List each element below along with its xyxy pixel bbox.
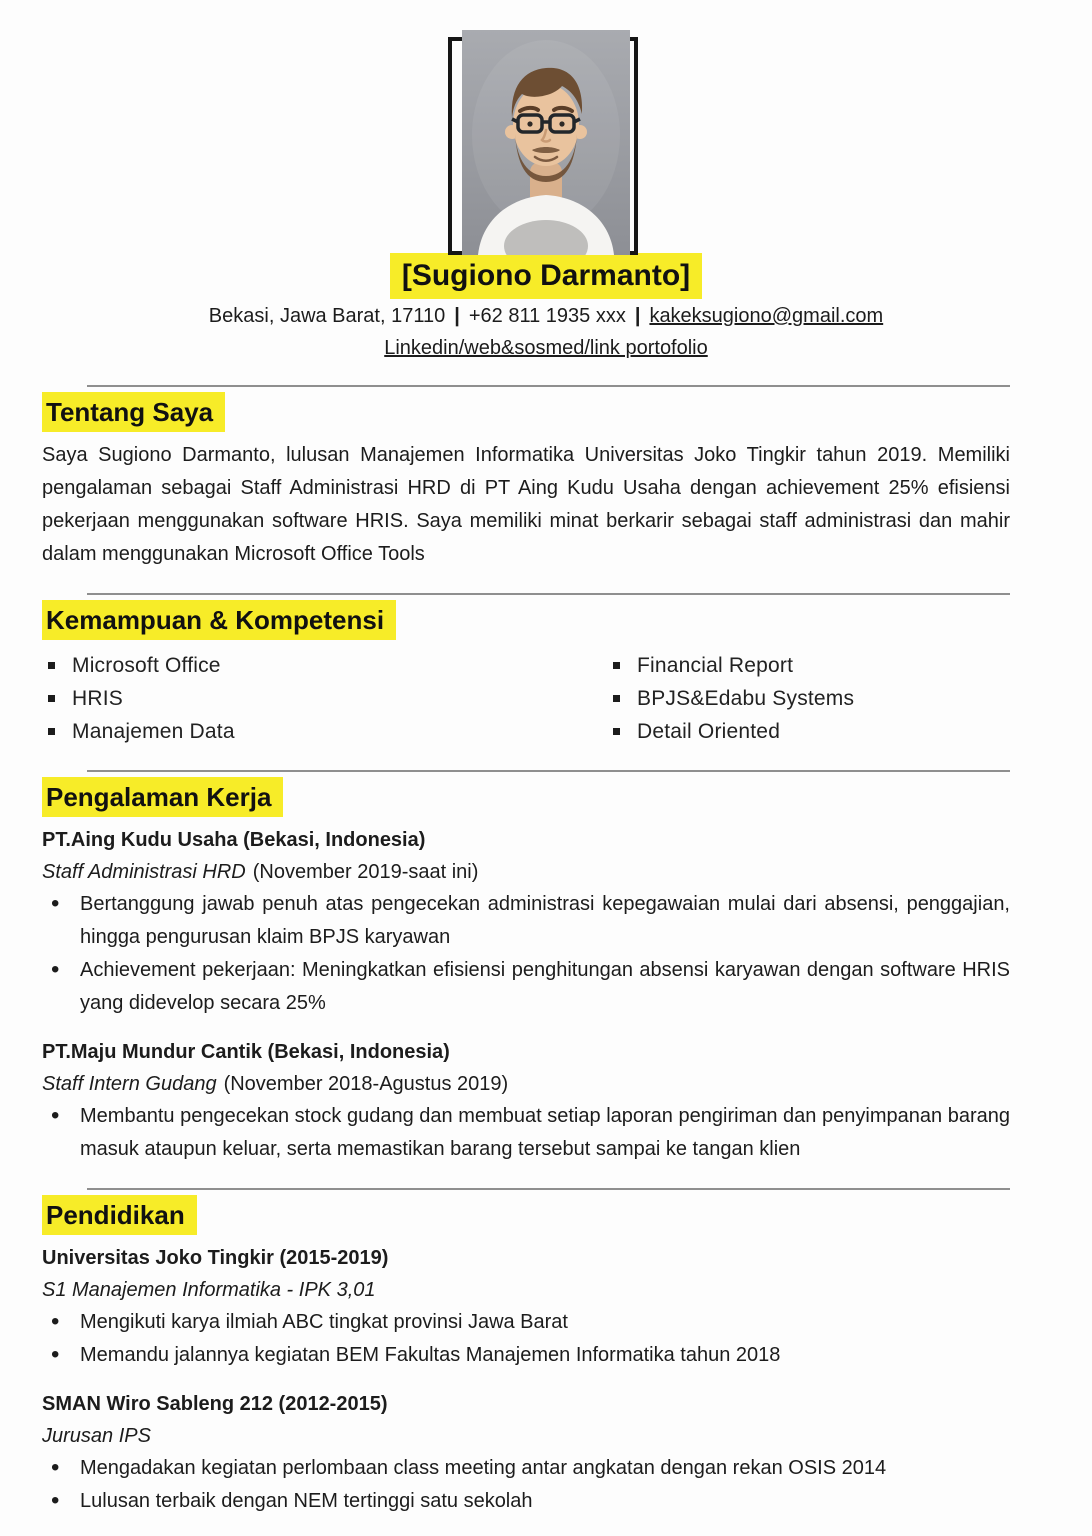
section-divider	[87, 385, 1010, 387]
about-title: Tentang Saya	[42, 392, 225, 432]
name-row	[0, 253, 1092, 299]
contact-separator: |	[454, 305, 460, 327]
school-entry	[42, 1388, 1010, 1518]
section-divider	[87, 1188, 1010, 1190]
skill-item: Manajemen Data	[42, 715, 607, 748]
school-bullets	[42, 1306, 1010, 1372]
photo-area	[0, 0, 1092, 253]
job-role: Staff Administrasi HRD	[42, 861, 246, 883]
school-name: Universitas Joko Tingkir (2015-2019)	[42, 1247, 389, 1269]
job-period: (November 2018-Agustus 2019)	[223, 1073, 509, 1095]
job-role-line	[42, 1068, 1010, 1100]
skills-grid	[42, 649, 1010, 748]
job-entry	[42, 824, 1010, 1020]
skill-item: Detail Oriented	[607, 715, 1010, 748]
section-divider	[87, 593, 1010, 595]
school-bullet: • Memandu jalannya kegiatan BEM Fakultas Manajemen Informatika tahun 2018	[42, 1339, 1010, 1372]
skills-title: Kemampuan & Kompetensi	[42, 600, 396, 640]
experience-section	[42, 777, 1010, 1166]
education-title: Pendidikan	[42, 1195, 197, 1235]
school-detail: Jurusan IPS	[42, 1425, 151, 1447]
contact-phone: +62 811 1935 xxx	[468, 305, 626, 327]
about-section	[42, 392, 1010, 571]
skills-section	[42, 600, 1010, 748]
portfolio-link[interactable]: Linkedin/web&sosmed/link portofolio	[384, 337, 708, 359]
job-entry	[42, 1036, 1010, 1166]
section-divider	[87, 770, 1010, 772]
job-bullet: • Bertanggung jawab penuh atas pengecekan administrasi kepegawaian mulai dari absensi, penggajian, hingga pengurusan klaim BPJS karyawan	[42, 888, 1010, 954]
school-entry	[42, 1242, 1010, 1372]
school-bullets	[42, 1452, 1010, 1518]
profile-photo	[462, 30, 630, 255]
school-detail: S1 Manajemen Informatika - IPK 3,01	[42, 1279, 376, 1301]
skill-item: Financial Report	[607, 649, 1010, 682]
job-bullet: • Membantu pengecekan stock gudang dan membuat setiap laporan pengiriman dan penyimpanan barang masuk ataupun keluar, serta memastikan barang tersebut sampai ke tangan klien	[42, 1100, 1010, 1166]
contact-info	[0, 301, 1092, 331]
about-text: Saya Sugiono Darmanto, lulusan Manajemen Informatika Universitas Joko Tingkir tahun 2019. Memiliki pengalaman sebagai Staff Administrasi HRD di PT Aing Kudu Usaha dengan achievement 25% efisiensi pekerjaan menggunakan software HRIS. Saya memiliki minat berkarir sebagai staff administrasi dan mahir dalam menggunakan Microsoft Office Tools	[42, 444, 1010, 565]
candidate-name: [Sugiono Darmanto]	[390, 253, 702, 299]
contact-separator: |	[634, 305, 641, 327]
job-period: (November 2019-saat ini)	[252, 861, 479, 883]
skill-item: Microsoft Office	[42, 649, 607, 682]
job-role-line	[42, 856, 1010, 888]
experience-title: Pengalaman Kerja	[42, 777, 283, 817]
job-company: PT.Aing Kudu Usaha (Bekasi, Indonesia)	[42, 829, 426, 851]
job-bullets	[42, 1100, 1010, 1166]
contact-location: Bekasi, Jawa Barat, 17110	[208, 305, 446, 327]
portfolio-row	[0, 333, 1092, 363]
resume-body	[0, 385, 1092, 1518]
school-bullet: • Mengikuti karya ilmiah ABC tingkat provinsi Jawa Barat	[42, 1306, 1010, 1339]
job-company: PT.Maju Mundur Cantik (Bekasi, Indonesia)	[42, 1041, 450, 1063]
school-bullet: • Lulusan terbaik dengan NEM tertinggi satu sekolah	[42, 1485, 1010, 1518]
school-name: SMAN Wiro Sableng 212 (2012-2015)	[42, 1393, 388, 1415]
email-link[interactable]: kakeksugiono@gmail.com	[649, 305, 884, 327]
job-bullets	[42, 888, 1010, 1020]
skill-item: BPJS&Edabu Systems	[607, 682, 1010, 715]
school-bullet: • Mengadakan kegiatan perlombaan class meeting antar angkatan dengan rekan OSIS 2014	[42, 1452, 1010, 1485]
skill-item: HRIS	[42, 682, 607, 715]
job-role: Staff Intern Gudang	[42, 1073, 217, 1095]
education-section	[42, 1195, 1010, 1518]
job-bullet: • Achievement pekerjaan: Meningkatkan efisiensi penghitungan absensi karyawan dengan software HRIS yang didevelop secara 25%	[42, 954, 1010, 1020]
